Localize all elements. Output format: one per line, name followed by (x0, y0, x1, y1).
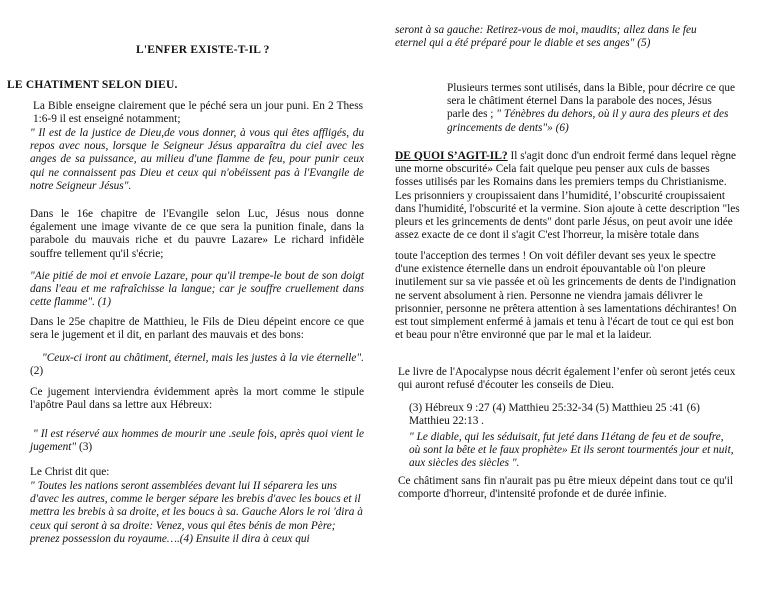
paragraph-conclusion: Ce châtiment sans fin n'aurait pas pu être mieux dépeint dans tout ce qu'il comporte d'horreur, d'intensité profonde et de durée infinie. (398, 475, 733, 501)
quote-jugement-text: " Il est réservé aux hommes de mourir une .seule fois, après quoi vient le jugement" (30, 428, 364, 454)
paragraph-de-quoi (395, 150, 740, 242)
quote-nations: " Toutes les nations seront assemblées devant lui II séparera les uns d'avec les autres, comme le berger sépare les brebis d'avec les boucs et il mettra les brebis à sa droite, et les boucs à sa. Gauche Alors le roi 'dira à ceux qui seront à sa droite: Venez, vous qui êtes bénis de mon Père; prenez possession du royaume….(4) Ensuite il dira à ceux qui (30, 480, 363, 545)
page-title: L'ENFER EXISTE-T-IL ? (136, 44, 270, 56)
paragraph-matthieu: Dans le 25e chapitre de Matthieu, le Fils de Dieu dépeint encore ce que sera le jugement et il dit, en parlant des mauvais et des bons: (30, 316, 364, 342)
quote-jugement-ref: (3) (78, 441, 93, 454)
paragraph-luc: Dans le 16e chapitre de l'Evangile selon Luc, Jésus nous donne également une image vivante de ce que sera la punition finale, dans la parabole du mauvais riche et du pauvre Lazare» Le richard infidèle souffre tellement qu'il s'écrie; (30, 208, 364, 260)
quote-maudits: seront à sa gauche: Retirez-vous de moi, maudits; allez dans le feu eternel qui a été préparé pour le diable et ses anges" (5) (395, 24, 697, 50)
right-column (395, 0, 740, 593)
quote-diable: " Le diable, qui les séduisait, fut jeté dans I1étang de feu et de soufre, où sont la bête et le faux prophète» Et ils seront tourmentés jour et nuit, aux siècles des siècles ". (409, 431, 734, 470)
quote-tenebres: " Ténèbres du dehors, où il y aura des pleurs et des grincements de dents"» (6) (447, 108, 729, 134)
quote-chatiment-ref: (2) (30, 365, 44, 378)
paragraph-hebreux: Ce jugement interviendra évidemment après la mort comme le stipule l'apôtre Paul dans sa lettre aux Hébreux: (30, 386, 364, 412)
paragraph-termes-text: Plusieurs termes sont utilisés, dans la Bible, pour décrire ce que sera le châtiment éternel Dans la parabole des noces, Jésus parle des ; (447, 82, 736, 121)
references: (3) Hébreux 9 :27 (4) Matthieu 25:32-34 (5) Matthieu 25 :41 (6) Matthieu 22:13 . (409, 402, 700, 428)
quote-thessaloniciens: " Il est de la justice de Dieu,de vous donner, à vous qui êtes affligés, du repos avec nous, lorsque le Seigneur Jésus apparaîtra du ciel avec les anges de sa puissance, au milieu d'une flamme de feu, pour punir ceux qui ne connaissent pas Dieu et ceux qui n'obéissent pas à l'Evangile de notre Seigneur Jésus". (30, 127, 364, 192)
paragraph-intro: La Bible enseigne clairement que le péché sera un jour puni. En 2 Thess 1:6-9 il est enseigné notamment; (33, 100, 363, 126)
section-subtitle: LE CHATIMENT SELON DIEU. (7, 79, 178, 91)
paragraph-acception: toute l'acception des termes ! On voit défiler devant ses yeux le spectre d'une existence éternelle dans un endroit épouvantable où l'on pleure inutilement sur sa vie passée et où les grincements de dents de l'indignation ne servent absolument à rien. Personne ne viendra jamais délivrer le prisonnier, personne ne prêtera attention à ses lamentations déchirantes! On est tout simplement enfermé à jamais et tenu à l'écart de tout ce qui est bon et beau pour n'être environné que par le mal et la laideur. (395, 250, 737, 342)
section-heading: DE QUOI S’AGIT-IL? (395, 150, 508, 162)
paragraph-termes (447, 82, 737, 135)
paragraph-de-quoi-text: Il s'agit donc d'un endroit fermé dans lequel règne une morne obscurité» Cela fait quelque peu penser aux culs de basses fosses utilisés par les Romains dans les premiers temps du Christianisme. Les prisonniers y croupissaient dans l’humidité, l’obscurité croupissaient dans l'humidité, l'obscurité et la vermine. Sion ajoute à cette description "les pleurs et les grincements de dents" dont parle Jésus, on peut avoir une idée assez exacte de ce dont il s'agit C'est l'horreur, la misère totale dans (395, 150, 740, 242)
left-column (7, 0, 364, 593)
quote-jugement (30, 428, 364, 454)
quote-lazare: "Aie pitié de moi et envoie Lazare, pour qu'il trempe-le bout de son doigt dans l'eau et me rafraîchisse la langue; car je souffre cruellement dans cette flamme". (1) (30, 270, 364, 309)
paragraph-apocalypse: Le livre de l'Apocalypse nous décrit également l’enfer où seront jetés ceux qui auront refusé d'écouter les conseils de Dieu. (398, 366, 736, 392)
quote-chatiment-eternel (30, 352, 364, 378)
paragraph-christ: Le Christ dit que: (30, 466, 110, 478)
quote-chatiment-text: "Ceux-ci iront au châtiment, éternel, mais les justes à la vie éternelle". (42, 352, 364, 364)
